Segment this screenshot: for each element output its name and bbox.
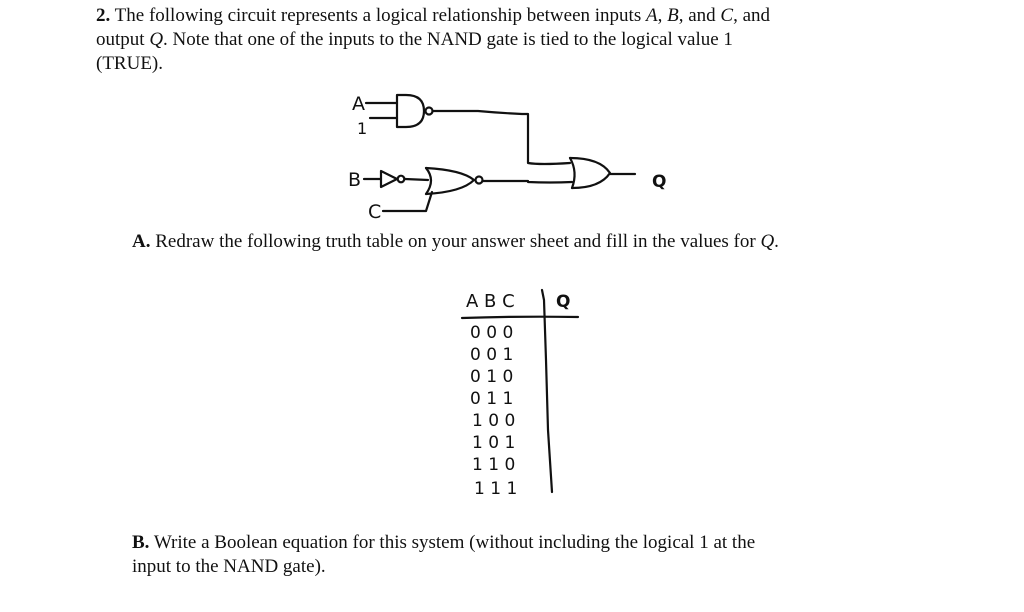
- truth-table-row-5: 1 0 0: [472, 411, 516, 431]
- var-b: B: [667, 5, 679, 26]
- truth-table-header-rule: [462, 317, 578, 318]
- truth-table-row-3: 0 1 0: [470, 367, 514, 387]
- truth-table-row-1: 0 0 0: [470, 323, 514, 343]
- part-a-text: Redraw the following truth table on your answer sheet and fill in the values for: [150, 231, 761, 252]
- part-b-prompt: [132, 531, 892, 579]
- sep-3: , and: [733, 5, 771, 26]
- circuit-label-a: A: [352, 93, 365, 115]
- final-gate: [570, 158, 610, 188]
- var-a: A: [645, 5, 658, 26]
- truth-table-row-4: 0 1 1: [470, 389, 514, 409]
- part-a-end: .: [774, 231, 779, 252]
- var-q: Q: [149, 29, 164, 50]
- sep-2: , and: [678, 5, 721, 26]
- truth-table-header-inputs: A B C: [466, 291, 515, 312]
- not-gate: [364, 171, 404, 187]
- truth-table: [462, 290, 578, 499]
- wire-c-in: [383, 192, 432, 211]
- part-a-prompt: [132, 230, 992, 254]
- intro-text-2: output: [96, 29, 150, 50]
- part-a-var-q: Q: [760, 231, 775, 252]
- circuit-label-c: C: [368, 201, 382, 223]
- var-c: C: [720, 5, 734, 26]
- truth-table-column-rule: [542, 290, 552, 492]
- part-a-label: A.: [132, 231, 151, 252]
- truth-table-header-output: Q: [556, 292, 571, 312]
- part-b-label: B.: [132, 532, 150, 553]
- circuit-label-b: B: [348, 169, 362, 191]
- truth-table-row-6: 1 0 1: [472, 433, 516, 453]
- intro-text-3: . Note that one of the inputs to the NAND gate is tied to the logical value 1: [163, 29, 733, 50]
- part-b-text-1: Write a Boolean equation for this system (without including the logical 1 at the: [149, 532, 756, 553]
- problem-number: 2.: [96, 5, 111, 26]
- circuit-label-q: Q: [652, 172, 667, 192]
- sep-1: ,: [657, 5, 668, 26]
- truth-table-row-7: 1 1 0: [472, 455, 516, 475]
- intro-text-1: The following circuit represents a logical relationship between inputs: [110, 5, 646, 26]
- intro-text-4: (TRUE).: [96, 53, 164, 74]
- circuit-diagram: [348, 93, 666, 223]
- truth-table-row-8: 1 1 1: [474, 479, 518, 499]
- or-gate-first: [426, 168, 483, 194]
- truth-table-row-2: 0 0 1: [470, 345, 514, 365]
- nand-gate: [366, 95, 433, 127]
- wire-not-out: [405, 179, 428, 180]
- circuit-label-one: 1: [357, 119, 368, 138]
- part-b-text-2: input to the NAND gate).: [132, 556, 326, 577]
- wire-nand-out: [433, 111, 570, 164]
- wire-nor-out: [483, 181, 572, 183]
